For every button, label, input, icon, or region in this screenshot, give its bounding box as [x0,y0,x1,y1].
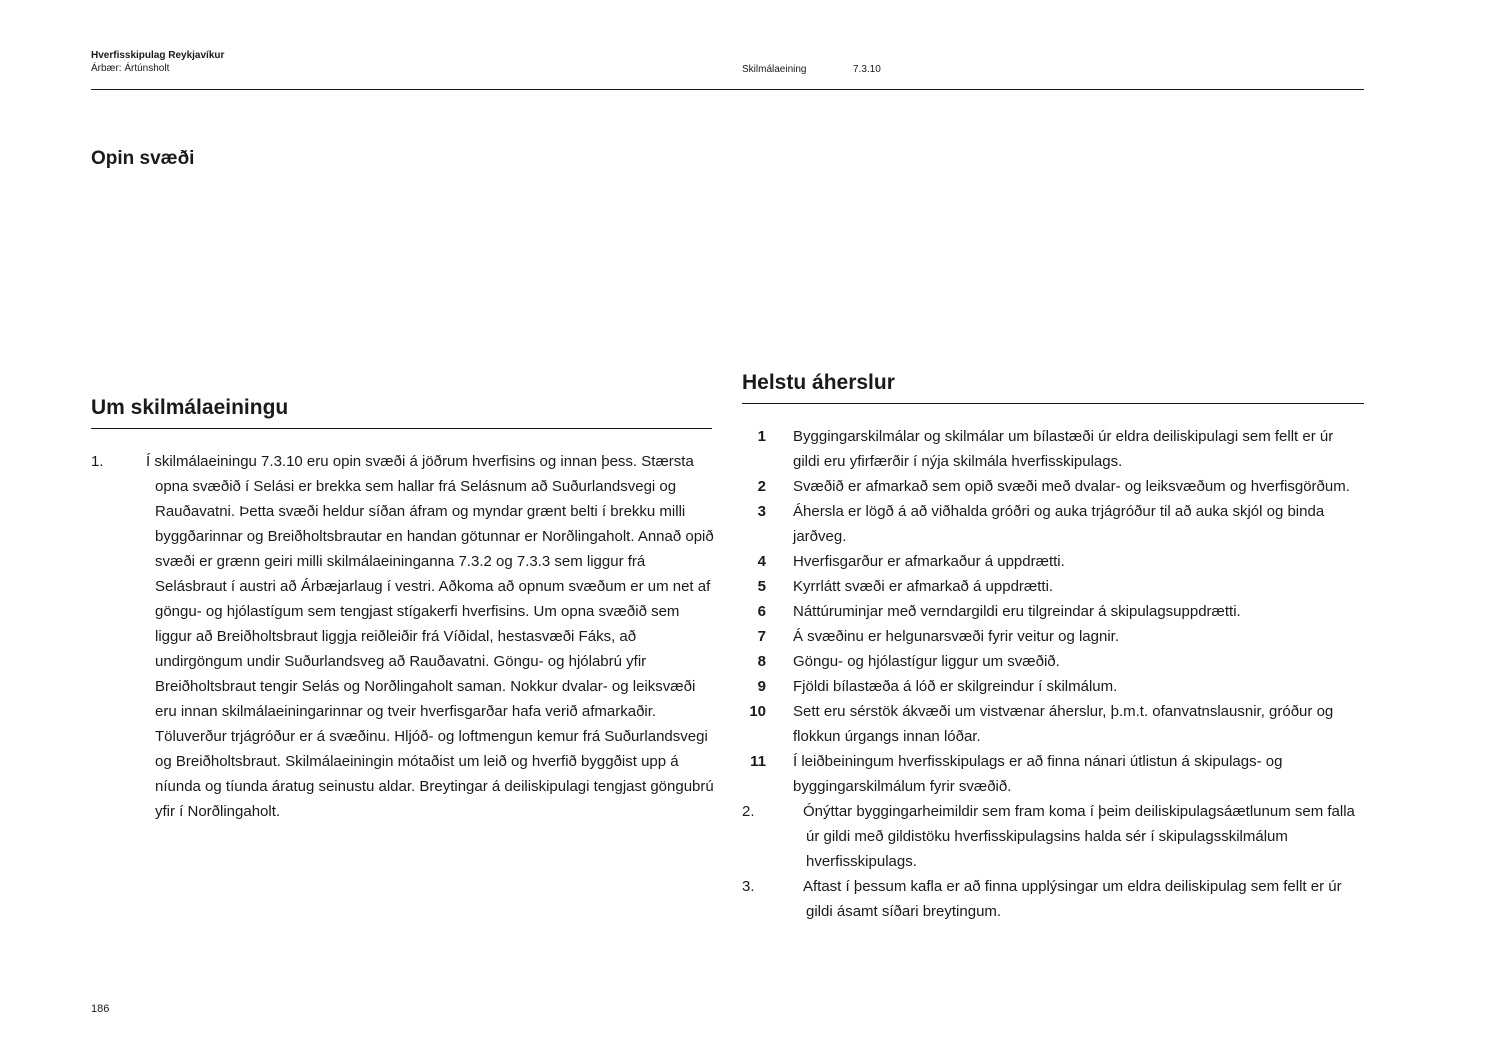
list-item-number: 8 [757,653,766,670]
document-title: Hverfisskipulag Reykjavíkur [91,50,225,61]
list-item-number: 6 [757,603,766,620]
list-item-text: Í leiðbeiningum hverfisskipulags er að finna nánari útlistun á skipulags- og byggingarskilmálum fyrir svæðið. [793,753,1283,795]
list-item-text: Göngu- og hjólastígur liggur um svæðið. [793,653,1060,670]
note-item [742,799,1364,874]
list-item [742,674,1364,699]
left-section-heading: Um skilmálaeiningu [91,396,289,419]
list-item-text: Náttúruminjar með verndargildi eru tilgreindar á skipulagsuppdrætti. [793,603,1241,620]
list-item [742,574,1364,599]
right-section-heading: Helstu áherslur [742,371,895,394]
list-item-text: Sett eru sérstök ákvæði um vistvænar áherslur, þ.m.t. ofanvatnslausnir, gróður og flokkun úrgangs innan lóðar. [793,703,1334,745]
list-item-number: 1 [757,428,766,445]
paragraph-number: 1. [91,453,104,470]
list-item [742,599,1364,624]
list-item-text: Fjöldi bílastæða á lóð er skilgreindur í skilmálum. [793,678,1118,695]
note-text: Ónýttar byggingarheimildir sem fram koma í þeim deiliskipulagsáætlunum sem falla úr gildi með gildistöku hverfisskipulagsins halda sér í skipulagsskilmálum hverfisskipulags. [803,803,1355,870]
page-title: Opin svæði [91,148,195,169]
list-item [742,699,1364,749]
section-code: 7.3.10 [853,64,881,75]
list-item-text: Kyrrlátt svæði er afmarkað á uppdrætti. [793,578,1054,595]
list-item-number: 11 [750,753,766,770]
note-text: Aftast í þessum kafla er að finna upplýsingar um eldra deiliskipulag sem fellt er úr gildi ásamt síðari breytingum. [803,878,1342,920]
list-item-text: Áhersla er lögð á að viðhalda gróðri og auka trjágróður til að auka skjól og binda jarðveg. [793,503,1325,545]
list-item [742,424,1364,474]
list-item-number: 10 [749,703,766,720]
description-paragraph: Í skilmálaeiningu 7.3.10 eru opin svæði á jöðrum hverfisins og innan þess. Stærsta opna svæðið í Selási er brekka sem hallar frá Selásnum að Suðurlandsvegi og Rauðavatni. Þetta svæði heldur síðan áfram og myndar grænt belti í brekku milli byggðarinnar og Breiðholtsbrautar en handan götunnar er Norðlingaholt. Annað opið svæði er grænn geiri milli skilmálaeininganna 7.3.2 og 7.3.3 sem liggur frá Selásbraut í austri að Árbæjarlaug í vestri. Aðkoma að opnum svæðum er um net af göngu- og hjólastígum sem tengjast stígakerfi hverfisins. Um opna svæðið sem liggur að Breiðholtsbraut liggja reiðleiðir frá Víðidal, hestasvæði Fáks, að undirgöngum undir Suðurlandsveg að Rauðavatni. Göngu- og hjólabrú yfir Breiðholtsbraut tengir Selás og Norðlingaholt saman. Nokkur dvalar- og leiksvæði eru innan skilmálaeiningarinnar og tveir hverfisgarðar hafa verið afmarkaðir. Töluverður trjágróður er á svæðinu. Hljóð- og loftmengun kemur frá Suðurlandsvegi og Breiðholtsbraut. Skilmálaeiningin mótaðist um leið og hverfið byggðist upp á níunda og tíunda áratug seinustu aldar. Breytingar á deiliskipulagi tengjast göngubrú yfir í Norðlingaholt. [146,453,714,820]
list-item-text: Byggingarskilmálar og skilmálar um bílastæði úr eldra deiliskipulagi sem fellt er úr gildi eru yfirfærðir í nýja skilmála hverfisskipulags. [793,428,1334,470]
list-item-number: 5 [757,578,766,595]
header-divider [91,89,1364,90]
list-item-text: Á svæðinu er helgunarsvæði fyrir veitur og lagnir. [793,628,1119,645]
list-item-number: 9 [757,678,766,695]
list-item-number: 3 [757,503,766,520]
list-item [742,649,1364,674]
section-label: Skilmálaeining [742,64,807,75]
list-item-number: 4 [757,553,766,570]
list-item-text: Hverfisgarður er afmarkaður á uppdrætti. [793,553,1065,570]
left-section-divider [91,428,712,429]
list-item [742,474,1364,499]
list-item [742,549,1364,574]
right-section-divider [742,403,1364,404]
list-item [742,749,1364,799]
note-number: 3. [742,878,755,895]
list-item-text: Svæðið er afmarkað sem opið svæði með dvalar- og leiksvæðum og hverfisgörðum. [793,478,1350,495]
emphasis-list [742,424,1364,924]
note-number: 2. [742,803,755,820]
note-item [742,874,1364,924]
list-item-number: 7 [757,628,766,645]
page-number: 186 [91,1003,110,1015]
list-item-number: 2 [757,478,766,495]
document-subtitle: Árbær: Ártúnsholt [91,63,170,74]
list-item [742,499,1364,549]
list-item [742,624,1364,649]
